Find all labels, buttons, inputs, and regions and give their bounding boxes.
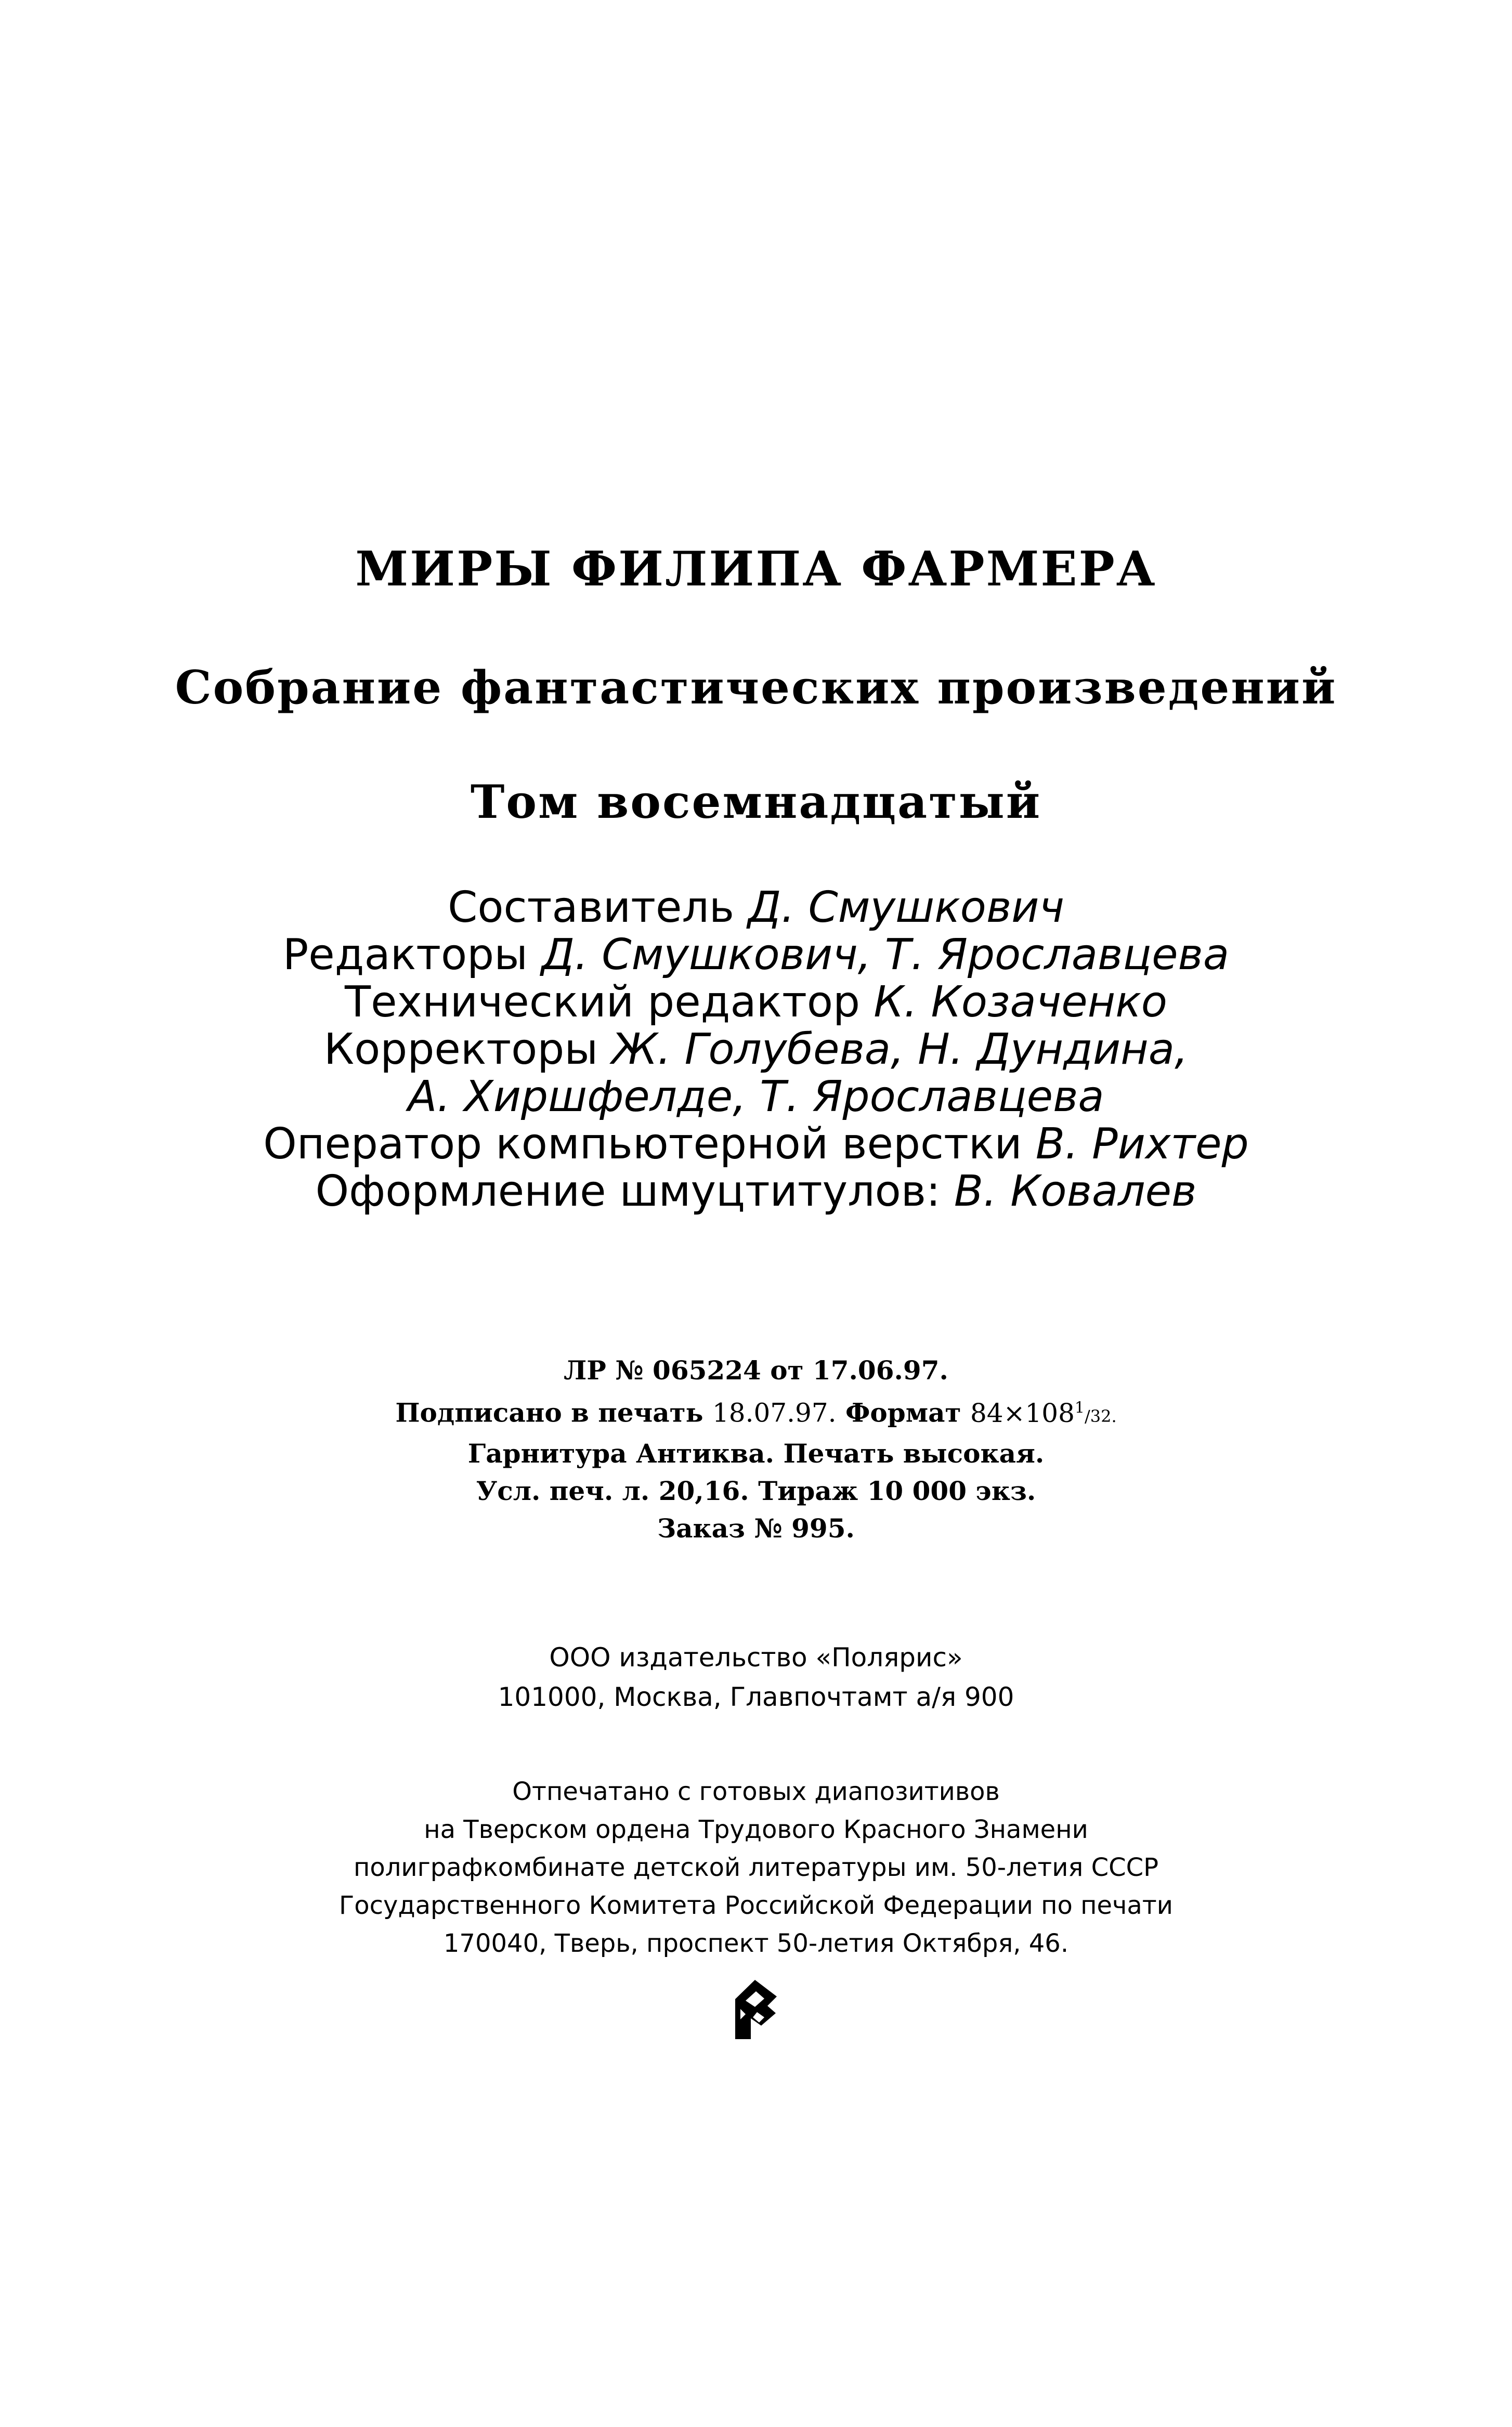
printer-line: полиграфкомбинате детской литературы им. 50-летия СССР bbox=[353, 1853, 1159, 1882]
publisher-address: 101000, Москва, Главпочтамт а/я 900 bbox=[498, 1682, 1014, 1712]
printer-line: 170040, Тверь, проспект 50-летия Октября, 46. bbox=[443, 1929, 1069, 1958]
imprint-signed-format bbox=[0, 1389, 1512, 1435]
printer-line: Государственного Комитета Российской Федерации по печати bbox=[339, 1891, 1173, 1920]
credit-names: Д. Смушкович, Т. Ярославцева bbox=[541, 930, 1230, 980]
credit-half-title-design bbox=[0, 1168, 1512, 1215]
printer-line: на Тверском ордена Трудового Красного Знамени bbox=[424, 1815, 1088, 1844]
imprint-format-value: $84\times 108^1/32$. bbox=[970, 1398, 1117, 1428]
credit-layout-operator bbox=[0, 1120, 1512, 1168]
imprint-license: ЛР № 065224 от 17.06.97. bbox=[564, 1355, 948, 1386]
credit-role: Корректоры bbox=[323, 1025, 598, 1074]
credit-editors bbox=[0, 931, 1512, 978]
printer-logo-icon bbox=[730, 1976, 782, 2043]
printer-line: Отпечатано с готовых диапозитивов bbox=[512, 1777, 1000, 1806]
imprint-order: Заказ № 995. bbox=[657, 1512, 855, 1544]
credit-names: Д. Смушкович bbox=[748, 883, 1064, 932]
credit-role: Составитель bbox=[448, 883, 735, 932]
credit-role: Редакторы bbox=[282, 930, 528, 980]
imprint-sheets: Усл. печ. л. 20,16. Тираж 10 000 экз. bbox=[476, 1475, 1036, 1506]
credit-proofreaders bbox=[0, 1026, 1512, 1073]
credit-names: В. Рихтер bbox=[1035, 1119, 1249, 1169]
collection-title: Собрание фантастических произведений bbox=[175, 660, 1337, 714]
series-title: МИРЫ ФИЛИПА ФАРМЕРА bbox=[355, 541, 1157, 597]
publisher-name: ООО издательство «Полярис» bbox=[549, 1642, 963, 1673]
credit-names: К. Козаченко bbox=[874, 977, 1167, 1027]
credit-names: А. Хиршфелде, Т. Ярославцева bbox=[408, 1072, 1104, 1121]
publisher-block bbox=[0, 1638, 1512, 1717]
credit-compiler bbox=[0, 884, 1512, 931]
imprint-signed-label: Подписано в печать bbox=[395, 1397, 703, 1428]
imprint-signed-date: 18.07.97. bbox=[712, 1398, 837, 1428]
credit-proofreaders-continued bbox=[0, 1073, 1512, 1120]
imprint-format-sub: /32. bbox=[1085, 1406, 1117, 1426]
credit-role: Оформление шмуцтитулов: bbox=[315, 1167, 941, 1216]
imprint-format-label: Формат bbox=[845, 1397, 961, 1428]
imprint-format-sup: 1 bbox=[1074, 1399, 1085, 1417]
volume-title: Том восемнадцатый bbox=[470, 775, 1042, 829]
imprint-typeface: Гарнитура Антиква. Печать высокая. bbox=[467, 1438, 1045, 1469]
credit-role: Технический редактор bbox=[345, 977, 861, 1027]
credit-names: В. Ковалев bbox=[954, 1167, 1197, 1216]
credits-block bbox=[0, 884, 1512, 1215]
credit-names: Ж. Голубева, Н. Дундина, bbox=[611, 1025, 1189, 1074]
credit-technical-editor bbox=[0, 978, 1512, 1026]
imprint-block bbox=[0, 1352, 1512, 1547]
credit-role: Оператор компьютерной верстки bbox=[263, 1119, 1022, 1169]
printer-block bbox=[0, 1773, 1512, 1963]
